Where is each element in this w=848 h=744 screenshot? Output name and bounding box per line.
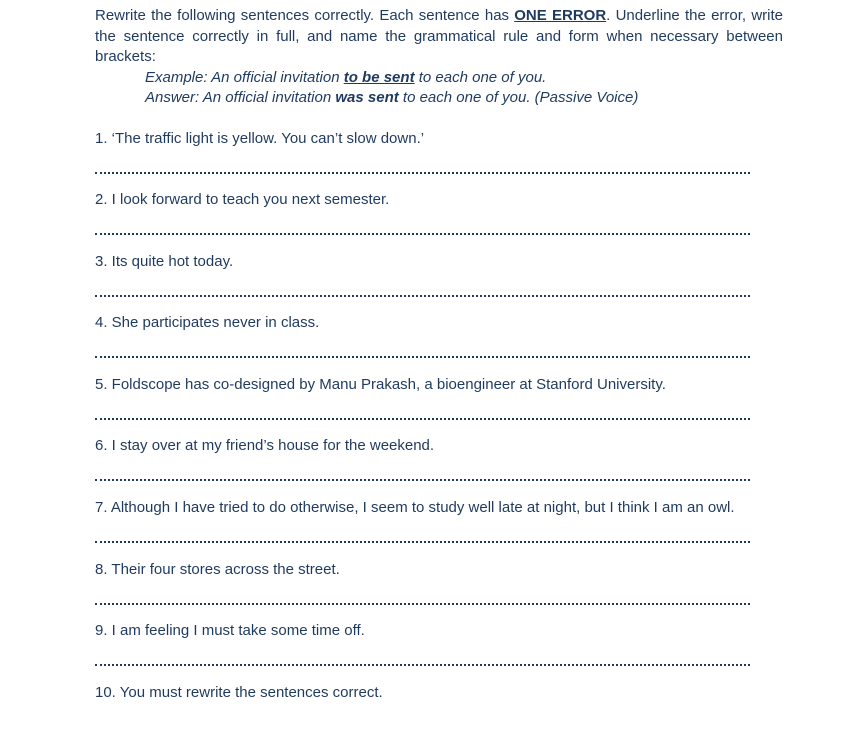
example-rest: to each one of you.: [415, 69, 547, 86]
exercise-item-7: [95, 498, 783, 560]
exercise-sentence: 9. I am feeling I must take some time off.: [95, 621, 783, 641]
exercise-sentence: 8. Their four stores across the street.: [95, 560, 783, 580]
answer-corrected-phrase: was sent: [335, 89, 398, 106]
answer-dotted-line[interactable]: [95, 295, 750, 297]
exercise-sentence: 1. ‘The traffic light is yellow. You can’t slow down.’: [95, 129, 783, 149]
example-error-phrase: to be sent: [344, 69, 415, 86]
answer-dotted-line[interactable]: [95, 356, 750, 358]
instructions-paragraph: [95, 6, 783, 68]
exercise-item-1: [95, 129, 783, 191]
answer-dotted-line[interactable]: [95, 664, 750, 666]
exercise-item-8: [95, 560, 783, 622]
exercise-item-5: [95, 375, 783, 437]
one-error-emphasis: ONE ERROR: [514, 7, 606, 24]
exercise-sentence: 2. I look forward to teach you next semester.: [95, 190, 783, 210]
answer-rest: to each one of you. (Passive Voice): [399, 89, 639, 106]
instructions-part1: Rewrite the following sentences correctly. Each sentence has: [95, 7, 514, 24]
exercise-list: [95, 129, 783, 744]
answer-dotted-line[interactable]: [95, 603, 750, 605]
exercise-item-9: [95, 621, 783, 683]
exercise-sentence: 5. Foldscope has co-designed by Manu Prakash, a bioengineer at Stanford University.: [95, 375, 783, 395]
instructions-part2: . Underline the error, write the sentence correctly in full, and name the grammatical rule and form when necessary between brackets:: [95, 7, 783, 65]
exercise-item-10: [95, 683, 783, 744]
exercise-item-3: [95, 252, 783, 314]
exercise-item-6: [95, 436, 783, 498]
example-line: [145, 68, 783, 89]
exercise-item-2: [95, 190, 783, 252]
example-label: Example: An official invitation: [145, 69, 344, 86]
answer-dotted-line[interactable]: [95, 233, 750, 235]
answer-label: Answer: An official invitation: [145, 89, 335, 106]
answer-line-example: [145, 88, 783, 109]
exercise-item-4: [95, 313, 783, 375]
exercise-sentence: 3. Its quite hot today.: [95, 252, 783, 272]
answer-dotted-line[interactable]: [95, 479, 750, 481]
exercise-sentence: 6. I stay over at my friend’s house for the weekend.: [95, 436, 783, 456]
example-block: [145, 68, 783, 109]
exercise-sentence: 7. Although I have tried to do otherwise, I seem to study well late at night, but I think I am an owl.: [95, 498, 783, 518]
answer-dotted-line[interactable]: [95, 541, 750, 543]
worksheet-page: [95, 6, 783, 744]
answer-dotted-line[interactable]: [95, 172, 750, 174]
exercise-sentence: 10. You must rewrite the sentences correct.: [95, 683, 783, 703]
answer-dotted-line[interactable]: [95, 418, 750, 420]
exercise-sentence: 4. She participates never in class.: [95, 313, 783, 333]
